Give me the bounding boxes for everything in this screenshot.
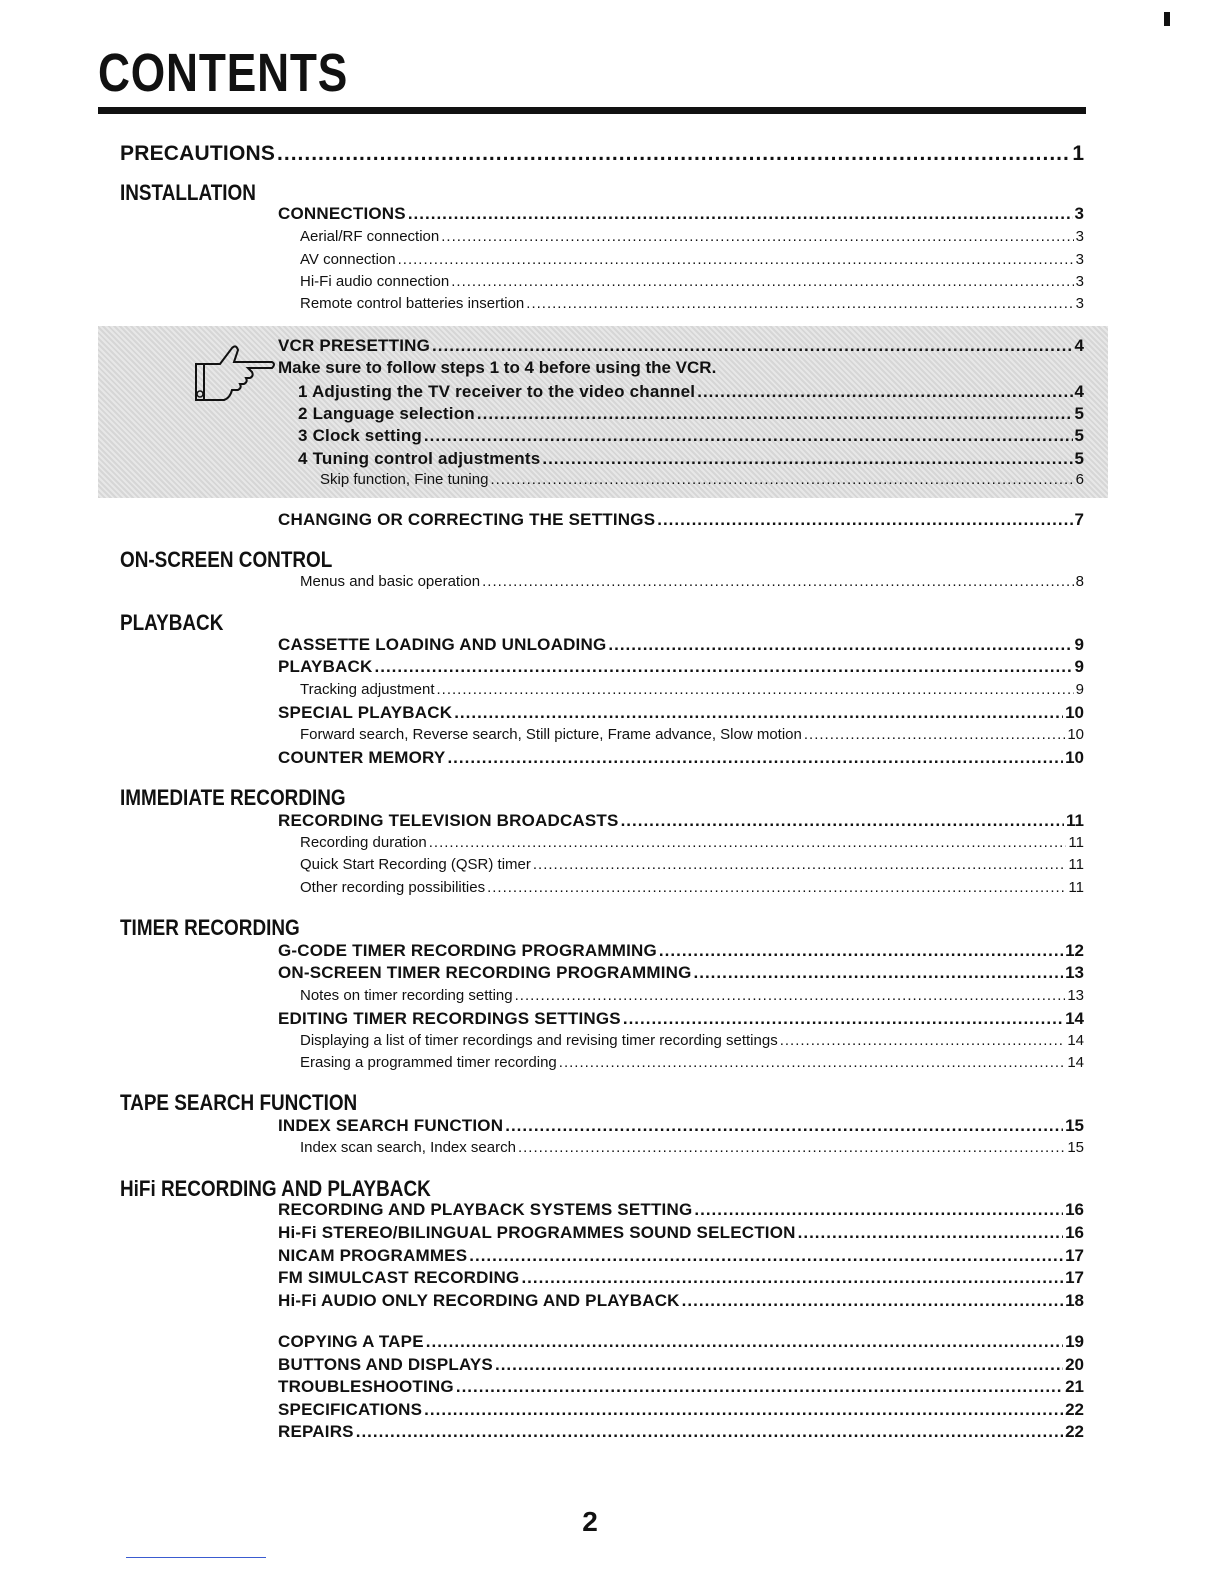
toc-entry-label: RECORDING AND PLAYBACK SYSTEMS SETTING xyxy=(278,1200,693,1219)
toc-entry-label: Hi-Fi AUDIO ONLY RECORDING AND PLAYBACK xyxy=(278,1291,680,1310)
toc-entry-page: 18 xyxy=(1065,1291,1084,1310)
dot-leader xyxy=(798,1223,1063,1243)
toc-entry-label: TROUBLESHOOTING xyxy=(278,1377,454,1396)
dot-leader xyxy=(505,1116,1063,1136)
toc-entry[interactable] xyxy=(300,987,1084,1004)
dot-leader xyxy=(521,1268,1063,1288)
toc-entry-label: Menus and basic operation xyxy=(300,573,481,590)
toc-entry-label: 2 Language selection xyxy=(298,404,475,423)
dot-leader xyxy=(659,941,1063,961)
toc-entry[interactable] xyxy=(300,228,1084,245)
toc-entry-page: 3 xyxy=(1075,228,1084,245)
toc-entry[interactable] xyxy=(300,273,1084,290)
dot-leader xyxy=(408,204,1073,224)
dot-leader xyxy=(426,1332,1063,1352)
section-heading-on-screen-control: ON-SCREEN CONTROL xyxy=(120,547,333,572)
toc-entry-page: 11 xyxy=(1068,879,1084,896)
presetting-notice: Make sure to follow steps 1 to 4 before using the VCR. xyxy=(278,358,717,377)
dot-leader xyxy=(375,657,1073,677)
dot-leader xyxy=(526,295,1073,312)
toc-entry-page: 16 xyxy=(1065,1223,1084,1242)
toc-entry[interactable] xyxy=(300,681,1084,698)
toc-entry-label: 4 Tuning control adjustments xyxy=(298,449,541,468)
dot-leader xyxy=(621,811,1064,831)
toc-entry-page: 3 xyxy=(1074,204,1084,223)
toc-entry-page: 10 xyxy=(1065,748,1084,767)
dot-leader xyxy=(432,336,1072,356)
dot-leader xyxy=(495,1355,1063,1375)
toc-entry-label: COPYING A TAPE xyxy=(278,1332,424,1351)
section-heading-playback: PLAYBACK xyxy=(120,610,224,635)
toc-entry-page: 14 xyxy=(1067,1054,1084,1071)
toc-entry[interactable] xyxy=(300,856,1084,873)
toc-entry-page: 5 xyxy=(1074,404,1084,423)
toc-entry-label: Aerial/RF connection xyxy=(300,228,440,245)
toc-entry[interactable] xyxy=(278,510,1084,530)
toc-entry[interactable] xyxy=(278,1400,1084,1420)
toc-entry-label: Erasing a programmed timer recording xyxy=(300,1054,557,1071)
toc-entry[interactable] xyxy=(278,336,1084,356)
toc-entry[interactable] xyxy=(278,1009,1084,1029)
toc-entry-label: Remote control batteries insertion xyxy=(300,295,525,312)
toc-entry-page: 19 xyxy=(1065,1332,1084,1351)
toc-entry-page: 14 xyxy=(1067,1032,1084,1049)
toc-entry-page: 8 xyxy=(1075,573,1084,590)
toc-entry-page: 13 xyxy=(1067,987,1084,1004)
toc-entry-label: Notes on timer recording setting xyxy=(300,987,513,1004)
toc-entry-page: 11 xyxy=(1068,834,1084,851)
toc-entry[interactable] xyxy=(120,142,1084,166)
toc-entry-label: ON-SCREEN TIMER RECORDING PROGRAMMING xyxy=(278,963,692,982)
toc-entry[interactable] xyxy=(278,703,1084,723)
toc-entry[interactable] xyxy=(300,251,1084,268)
toc-entry-label: EDITING TIMER RECORDINGS SETTINGS xyxy=(278,1009,621,1028)
toc-entry-page: 22 xyxy=(1065,1400,1084,1419)
dot-leader xyxy=(490,471,1073,488)
toc-entry[interactable] xyxy=(278,811,1084,831)
toc-entry[interactable] xyxy=(278,1268,1084,1288)
dot-leader xyxy=(559,1054,1066,1071)
toc-entry-page: 6 xyxy=(1075,471,1084,488)
dot-leader xyxy=(441,228,1073,245)
toc-entry-page: 9 xyxy=(1074,635,1084,654)
dot-leader xyxy=(694,963,1064,983)
dot-leader xyxy=(451,273,1073,290)
dot-leader xyxy=(356,1422,1063,1442)
toc-entry-label: PLAYBACK xyxy=(278,657,373,676)
toc-entry-label: Forward search, Reverse search, Still picture, Frame advance, Slow motion xyxy=(300,726,802,743)
page-title: CONTENTS xyxy=(98,43,349,103)
toc-entry[interactable] xyxy=(278,1355,1084,1375)
toc-entry-page: 3 xyxy=(1075,251,1084,268)
toc-entry-label: INDEX SEARCH FUNCTION xyxy=(278,1116,504,1135)
toc-entry-label: BUTTONS AND DISPLAYS xyxy=(278,1355,493,1374)
toc-entry-page: 16 xyxy=(1065,1200,1084,1219)
dot-leader xyxy=(533,856,1067,873)
toc-entry-label: NICAM PROGRAMMES xyxy=(278,1246,468,1265)
toc-entry-page: 20 xyxy=(1065,1355,1084,1374)
toc-entry-page: 10 xyxy=(1065,703,1084,722)
toc-entry-page: 14 xyxy=(1065,1009,1084,1028)
toc-entry-label: Hi-Fi audio connection xyxy=(300,273,450,290)
dot-leader xyxy=(694,1200,1063,1220)
toc-entry[interactable] xyxy=(300,1054,1084,1071)
dot-leader xyxy=(477,404,1073,424)
toc-entry-page: 4 xyxy=(1074,336,1084,355)
toc-entry-label: CONNECTIONS xyxy=(278,204,406,223)
toc-entry-page: 4 xyxy=(1074,382,1084,401)
toc-entry-page: 5 xyxy=(1074,426,1084,445)
toc-entry-page: 1 xyxy=(1072,142,1084,165)
toc-entry[interactable] xyxy=(278,1377,1084,1397)
dot-leader xyxy=(429,834,1067,851)
dot-leader xyxy=(437,681,1074,698)
dot-leader xyxy=(469,1246,1063,1266)
toc-entry-label: Recording duration xyxy=(300,834,427,851)
toc-entry[interactable] xyxy=(300,1139,1084,1156)
toc-entry[interactable] xyxy=(300,573,1084,590)
toc-entry-page: 3 xyxy=(1075,273,1084,290)
toc-entry-label: Skip function, Fine tuning xyxy=(320,471,489,488)
toc-entry-page: 9 xyxy=(1074,657,1084,676)
dot-leader xyxy=(454,703,1063,723)
dot-leader xyxy=(424,426,1073,446)
toc-entry-page: 15 xyxy=(1067,1139,1084,1156)
toc-entry-page: 3 xyxy=(1075,295,1084,312)
toc-entry[interactable] xyxy=(300,295,1084,312)
toc-entry[interactable] xyxy=(278,748,1084,768)
toc-entry-label: Other recording possibilities xyxy=(300,879,486,896)
dot-leader xyxy=(424,1400,1063,1420)
dot-leader xyxy=(804,726,1065,743)
toc-entry-label: CHANGING OR CORRECTING THE SETTINGS xyxy=(278,510,656,529)
toc-entry[interactable] xyxy=(298,404,1084,424)
dot-leader xyxy=(657,510,1072,530)
toc-entry[interactable] xyxy=(298,426,1084,446)
section-heading-tape-search-function: TAPE SEARCH FUNCTION xyxy=(120,1090,358,1115)
toc-entry-label: COUNTER MEMORY xyxy=(278,748,446,767)
dot-leader xyxy=(518,1139,1065,1156)
dot-leader xyxy=(623,1009,1063,1029)
dot-leader xyxy=(277,142,1070,166)
toc-entry[interactable] xyxy=(278,941,1084,961)
toc-entry[interactable] xyxy=(300,879,1084,896)
toc-entry-label: AV connection xyxy=(300,251,396,268)
toc-entry[interactable] xyxy=(278,204,1084,224)
toc-entry[interactable] xyxy=(278,1291,1084,1311)
toc-entry-page: 21 xyxy=(1065,1377,1084,1396)
toc-entry-label: REPAIRS xyxy=(278,1422,354,1441)
dot-leader xyxy=(780,1032,1066,1049)
toc-entry[interactable] xyxy=(278,1200,1084,1220)
toc-entry-page: 5 xyxy=(1074,449,1084,468)
toc-entry-label: SPECIAL PLAYBACK xyxy=(278,703,453,722)
toc-entry[interactable] xyxy=(320,471,1084,488)
toc-entry-label: Tracking adjustment xyxy=(300,681,435,698)
toc-entry-page: 17 xyxy=(1065,1246,1084,1265)
dot-leader xyxy=(608,635,1072,655)
toc-entry[interactable] xyxy=(300,834,1084,851)
toc-entry-page: 22 xyxy=(1065,1422,1084,1441)
toc-entry[interactable] xyxy=(298,382,1084,402)
toc-entry-label: SPECIFICATIONS xyxy=(278,1400,423,1419)
toc-entry-label: Displaying a list of timer recordings and revising timer recording settings xyxy=(300,1032,778,1049)
dot-leader xyxy=(482,573,1074,590)
toc-entry-label: CASSETTE LOADING AND UNLOADING xyxy=(278,635,607,654)
section-heading-installation: INSTALLATION xyxy=(120,180,256,205)
toc-entry-page: 9 xyxy=(1075,681,1084,698)
toc-entry[interactable] xyxy=(278,1422,1084,1442)
toc-entry-label: FM SIMULCAST RECORDING xyxy=(278,1268,520,1287)
toc-entry[interactable] xyxy=(278,1246,1084,1266)
footer-link-underline xyxy=(126,1557,266,1558)
dot-leader xyxy=(447,748,1063,768)
toc-entry[interactable] xyxy=(300,726,1084,743)
toc-entry[interactable] xyxy=(278,1223,1084,1243)
toc-entry[interactable] xyxy=(278,657,1084,677)
dot-leader xyxy=(697,382,1072,402)
toc-entry-page: 17 xyxy=(1065,1268,1084,1287)
dot-leader xyxy=(542,449,1072,469)
section-heading-timer-recording: TIMER RECORDING xyxy=(120,915,300,940)
toc-entry-page: 10 xyxy=(1067,726,1084,743)
dot-leader xyxy=(515,987,1066,1004)
dot-leader xyxy=(487,879,1066,896)
page-number: 2 xyxy=(582,1506,598,1537)
toc-entry-page: 15 xyxy=(1065,1116,1084,1135)
toc-entry[interactable] xyxy=(278,635,1084,655)
toc-entry[interactable] xyxy=(278,963,1084,983)
toc-entry-page: 7 xyxy=(1074,510,1084,529)
section-heading-immediate-recording: IMMEDIATE RECORDING xyxy=(120,785,346,810)
toc-entry[interactable] xyxy=(298,449,1084,469)
toc-entry[interactable] xyxy=(278,1116,1084,1136)
toc-entry-page: 11 xyxy=(1068,856,1084,873)
toc-entry-label: PRECAUTIONS xyxy=(120,142,276,165)
toc-entry-page: 11 xyxy=(1066,811,1084,830)
toc-entry-label: G-CODE TIMER RECORDING PROGRAMMING xyxy=(278,941,657,960)
toc-entry-label: RECORDING TELEVISION BROADCASTS xyxy=(278,811,619,830)
toc-entry-label: Index scan search, Index search xyxy=(300,1139,516,1156)
toc-entry-label: VCR PRESETTING xyxy=(278,336,431,355)
toc-entry[interactable] xyxy=(278,1332,1084,1352)
toc-entry-page: 13 xyxy=(1065,963,1084,982)
toc-entry-label: 1 Adjusting the TV receiver to the video channel xyxy=(298,382,696,401)
section-heading-hifi-recording-and-playback: HiFi RECORDING AND PLAYBACK xyxy=(120,1176,431,1201)
toc-entry-label: Quick Start Recording (QSR) timer xyxy=(300,856,531,873)
dot-leader xyxy=(456,1377,1063,1397)
toc-entry-label: 3 Clock setting xyxy=(298,426,422,445)
dot-leader xyxy=(682,1291,1063,1311)
toc-entry-page: 12 xyxy=(1065,941,1084,960)
dot-leader xyxy=(398,251,1074,268)
toc-entry-label: Hi-Fi STEREO/BILINGUAL PROGRAMMES SOUND SELECTION xyxy=(278,1223,796,1242)
toc-entry[interactable] xyxy=(300,1032,1084,1049)
